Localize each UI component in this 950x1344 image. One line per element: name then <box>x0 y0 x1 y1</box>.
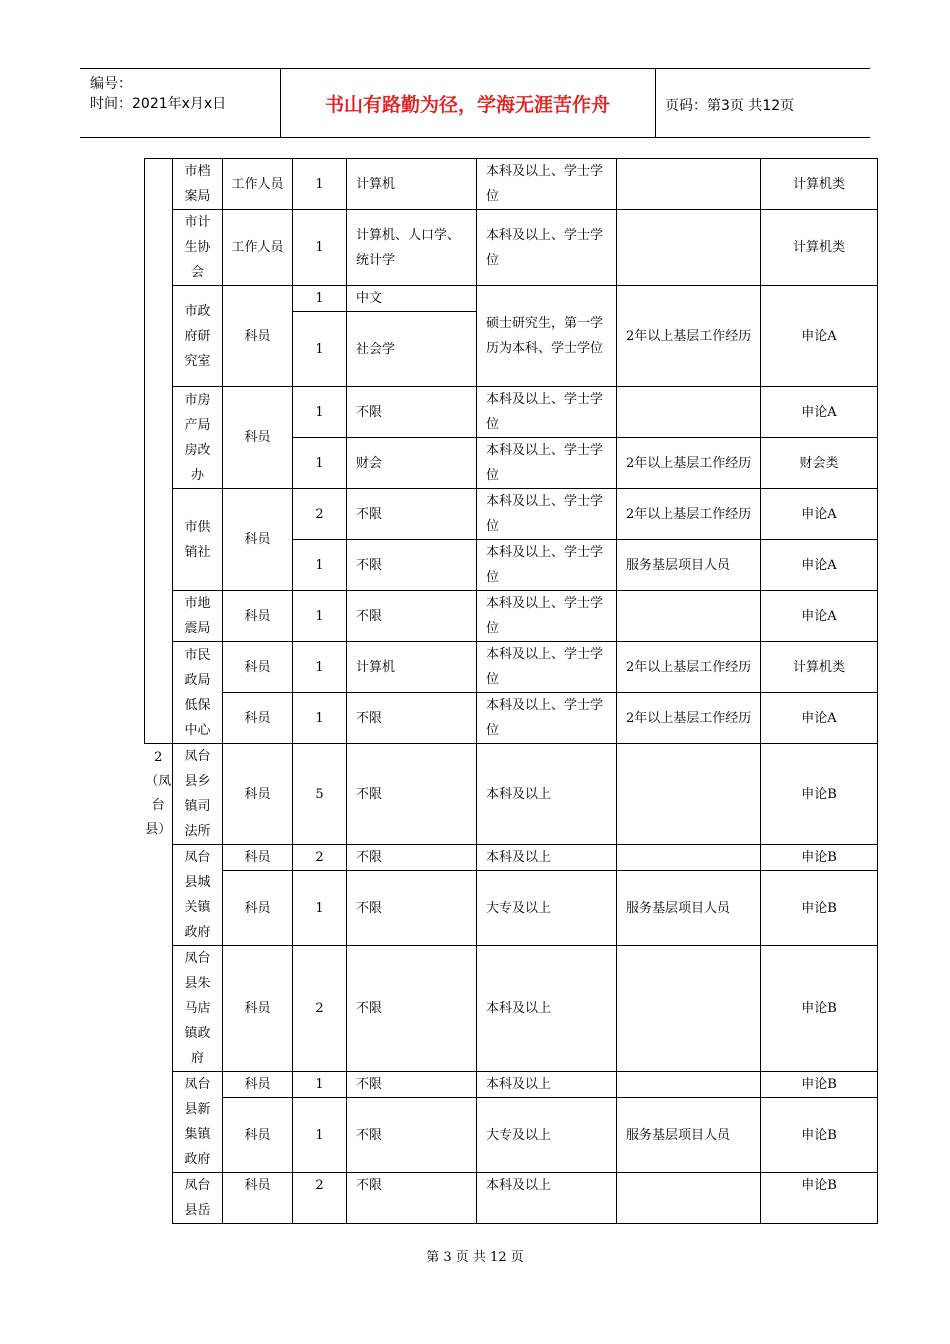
other-cell <box>617 1072 761 1098</box>
education-cell: 大专及以上 <box>477 1098 617 1173</box>
education-cell: 硕士研究生，第一学历为本科、学士学位 <box>477 286 617 387</box>
exam-cell: 计算机类 <box>761 159 878 210</box>
position-cell: 科员 <box>223 871 293 946</box>
other-cell <box>617 159 761 210</box>
table-row <box>145 871 878 946</box>
major-cell: 计算机 <box>347 642 477 693</box>
major-cell: 不限 <box>347 387 477 438</box>
header-motto: 书山有路勤为径，学海无涯苦作舟 <box>280 69 656 137</box>
other-cell <box>617 387 761 438</box>
major-cell: 社会学 <box>347 312 477 387</box>
exam-cell: 申论A <box>761 286 878 387</box>
major-cell: 不限 <box>347 591 477 642</box>
education-cell: 本科及以上、学士学位 <box>477 591 617 642</box>
other-cell: 2年以上基层工作经历 <box>617 438 761 489</box>
table-row <box>145 1098 878 1173</box>
education-cell: 大专及以上 <box>477 871 617 946</box>
table-row <box>145 1072 878 1098</box>
major-cell: 不限 <box>347 540 477 591</box>
other-cell <box>617 744 761 845</box>
unit-cell: 市档案局 <box>173 159 223 210</box>
count-cell: 1 <box>293 871 347 946</box>
exam-cell: 申论B <box>761 946 878 1072</box>
position-cell: 科员 <box>223 387 293 489</box>
exam-cell: 申论B <box>761 744 878 845</box>
major-cell: 不限 <box>347 1098 477 1173</box>
exam-cell: 申论B <box>761 1072 878 1098</box>
position-cell: 工作人员 <box>223 210 293 286</box>
time-label: 时间：2021年x月x日 <box>90 96 227 112</box>
header-meta <box>80 69 281 137</box>
position-cell: 科员 <box>223 1098 293 1173</box>
education-cell: 本科及以上 <box>477 744 617 845</box>
other-cell <box>617 210 761 286</box>
exam-cell: 计算机类 <box>761 642 878 693</box>
position-cell: 科员 <box>223 1072 293 1098</box>
unit-cell: 凤台县城关镇政府 <box>173 845 223 946</box>
count-cell: 2 <box>293 1173 347 1224</box>
other-cell: 2年以上基层工作经历 <box>617 642 761 693</box>
count-cell: 1 <box>293 286 347 312</box>
table-row <box>145 845 878 871</box>
number-label: 编号： <box>90 76 132 92</box>
position-cell: 科员 <box>223 642 293 693</box>
other-cell <box>617 1173 761 1224</box>
position-cell: 科员 <box>223 946 293 1072</box>
position-cell: 科员 <box>223 744 293 845</box>
table-row <box>145 489 878 540</box>
exam-cell: 财会类 <box>761 438 878 489</box>
education-cell: 本科及以上 <box>477 845 617 871</box>
education-cell: 本科及以上、学士学位 <box>477 387 617 438</box>
position-cell: 工作人员 <box>223 159 293 210</box>
unit-cell: 市地震局 <box>173 591 223 642</box>
table-row <box>145 210 878 286</box>
major-cell: 不限 <box>347 845 477 871</box>
exam-cell: 申论A <box>761 693 878 744</box>
education-cell: 本科及以上、学士学位 <box>477 540 617 591</box>
exam-cell: 申论A <box>761 591 878 642</box>
unit-cell: 凤台县岳 <box>173 1173 223 1224</box>
unit-cell: 凤台县新集镇政府 <box>173 1072 223 1173</box>
position-cell: 科员 <box>223 693 293 744</box>
education-cell: 本科及以上 <box>477 1173 617 1224</box>
education-cell: 本科及以上、学士学位 <box>477 693 617 744</box>
count-cell: 1 <box>293 642 347 693</box>
position-cell: 科员 <box>223 845 293 871</box>
unit-cell: 市政府研究室 <box>173 286 223 387</box>
major-cell: 财会 <box>347 438 477 489</box>
count-cell: 1 <box>293 387 347 438</box>
other-cell: 服务基层项目人员 <box>617 540 761 591</box>
table-row <box>145 159 878 210</box>
count-cell: 2 <box>293 489 347 540</box>
other-cell: 2年以上基层工作经历 <box>617 489 761 540</box>
header-page-info: 页码：第3页 共12页 <box>665 98 795 114</box>
count-cell: 1 <box>293 1098 347 1173</box>
table-row <box>145 286 878 312</box>
education-cell: 本科及以上、学士学位 <box>477 438 617 489</box>
count-cell: 1 <box>293 1072 347 1098</box>
position-cell: 科员 <box>223 489 293 591</box>
count-cell: 1 <box>293 210 347 286</box>
education-cell: 本科及以上 <box>477 1072 617 1098</box>
exam-cell: 申论A <box>761 387 878 438</box>
group-cell: 2（凤台县） <box>145 744 173 1224</box>
exam-cell: 申论B <box>761 1098 878 1173</box>
count-cell: 1 <box>293 159 347 210</box>
major-cell: 不限 <box>347 693 477 744</box>
education-cell: 本科及以上、学士学位 <box>477 210 617 286</box>
position-cell: 科员 <box>223 591 293 642</box>
exam-cell: 申论B <box>761 1173 878 1224</box>
count-cell: 1 <box>293 312 347 387</box>
other-cell: 服务基层项目人员 <box>617 1098 761 1173</box>
count-cell: 2 <box>293 946 347 1072</box>
count-cell: 1 <box>293 693 347 744</box>
education-cell: 本科及以上、学士学位 <box>477 159 617 210</box>
table-row <box>145 693 878 744</box>
major-cell: 不限 <box>347 1173 477 1224</box>
education-cell: 本科及以上、学士学位 <box>477 642 617 693</box>
count-cell: 5 <box>293 744 347 845</box>
other-cell <box>617 845 761 871</box>
unit-cell: 市供销社 <box>173 489 223 591</box>
other-cell <box>617 591 761 642</box>
table-row <box>145 744 878 845</box>
table-row <box>145 642 878 693</box>
other-cell: 2年以上基层工作经历 <box>617 693 761 744</box>
education-cell: 本科及以上 <box>477 946 617 1072</box>
major-cell: 计算机、人口学、统计学 <box>347 210 477 286</box>
major-cell: 中文 <box>347 286 477 312</box>
table-row <box>145 387 878 438</box>
major-cell: 不限 <box>347 946 477 1072</box>
count-cell: 1 <box>293 438 347 489</box>
education-cell: 本科及以上、学士学位 <box>477 489 617 540</box>
exam-cell: 申论A <box>761 489 878 540</box>
position-cell: 科员 <box>223 1173 293 1224</box>
major-cell: 计算机 <box>347 159 477 210</box>
major-cell: 不限 <box>347 871 477 946</box>
table-row <box>145 1173 878 1224</box>
other-cell: 服务基层项目人员 <box>617 871 761 946</box>
unit-cell: 凤台县朱马店镇政府 <box>173 946 223 1072</box>
count-cell: 2 <box>293 845 347 871</box>
exam-cell: 申论A <box>761 540 878 591</box>
major-cell: 不限 <box>347 1072 477 1098</box>
page-footer: 第 3 页 共 12 页 <box>426 1250 524 1265</box>
recruitment-table <box>144 158 878 1224</box>
exam-cell: 计算机类 <box>761 210 878 286</box>
other-cell: 2年以上基层工作经历 <box>617 286 761 387</box>
unit-cell: 市房产局房改办 <box>173 387 223 489</box>
page-header <box>80 68 870 138</box>
table-row <box>145 591 878 642</box>
count-cell: 1 <box>293 591 347 642</box>
group-cell <box>145 159 173 744</box>
unit-cell: 凤台县乡镇司法所 <box>173 744 223 845</box>
major-cell: 不限 <box>347 744 477 845</box>
unit-cell: 市民政局低保中心 <box>173 642 223 744</box>
other-cell <box>617 946 761 1072</box>
unit-cell: 市计生协会 <box>173 210 223 286</box>
table-row <box>145 946 878 1072</box>
position-cell: 科员 <box>223 286 293 387</box>
exam-cell: 申论B <box>761 871 878 946</box>
major-cell: 不限 <box>347 489 477 540</box>
count-cell: 1 <box>293 540 347 591</box>
exam-cell: 申论B <box>761 845 878 871</box>
